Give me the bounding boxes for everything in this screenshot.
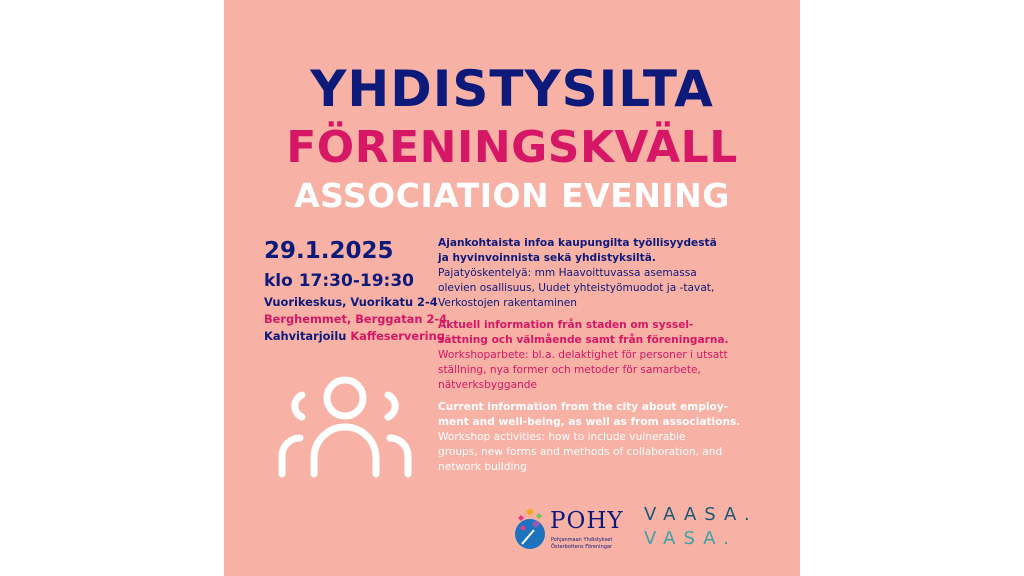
info-english-headline: Current information from the city about employ- ment and well-being, as well as from associations. xyxy=(438,401,741,428)
title-finnish: YHDISTYSILTA xyxy=(310,60,714,118)
coffee-swedish: Kaffeservering xyxy=(350,329,445,343)
event-poster xyxy=(224,0,800,576)
vaasa-logo: VAASA. xyxy=(644,504,758,525)
info-swedish-body: Workshoparbete: bl.a. delaktighet för personer i utsatt ställning, nya former och metoder för samarbete, nätverksbyggande xyxy=(438,349,728,391)
location-finnish: Vuorikeskus, Vuorikatu 2-4 xyxy=(264,295,438,309)
event-time: klo 17:30-19:30 xyxy=(264,271,415,291)
pohy-logo-text: POHY xyxy=(550,508,624,534)
coffee-finnish: Kahvitarjoilu xyxy=(264,329,347,343)
location-swedish: Berghemmet, Berggatan 2-4 xyxy=(264,312,448,326)
pohy-logo-subtitle-fi: Pohjanmaan Yhdistykset xyxy=(551,537,613,543)
title-swedish: FÖRENINGSKVÄLL xyxy=(286,122,738,173)
pohy-logo xyxy=(512,504,632,556)
info-finnish-headline: Ajankohtaista infoa kaupungilta työllisyydestä ja hyvinvoinnista sekä yhdistyksiltä. xyxy=(438,237,717,264)
info-finnish-body: Pajatyöskentelyä: mm Haavoittuvassa asemassa olevien osallisuus, Uudet yhteistyömuodot ja -tavat, Verkostojen rakentaminen xyxy=(438,267,715,309)
info-english-body: Workshop activities: how to include vulnerable groups, new forms and methods of collaboration, and network building xyxy=(438,431,723,473)
info-swedish-headline: Aktuell information från staden om syssel- sättning och välmående samt från föreningarna. xyxy=(438,319,729,346)
event-date: 29.1.2025 xyxy=(264,238,394,264)
title-english: ASSOCIATION EVENING xyxy=(294,176,730,215)
people-group-icon xyxy=(276,370,414,480)
pohy-logo-subtitle-sv: Österbottens Föreningar xyxy=(551,544,613,550)
coffee-line xyxy=(264,328,444,345)
hearts-circle-logo-icon xyxy=(512,504,548,552)
vasa-logo: VASA. xyxy=(644,528,737,549)
event-details xyxy=(264,236,448,345)
info-text xyxy=(438,236,778,482)
